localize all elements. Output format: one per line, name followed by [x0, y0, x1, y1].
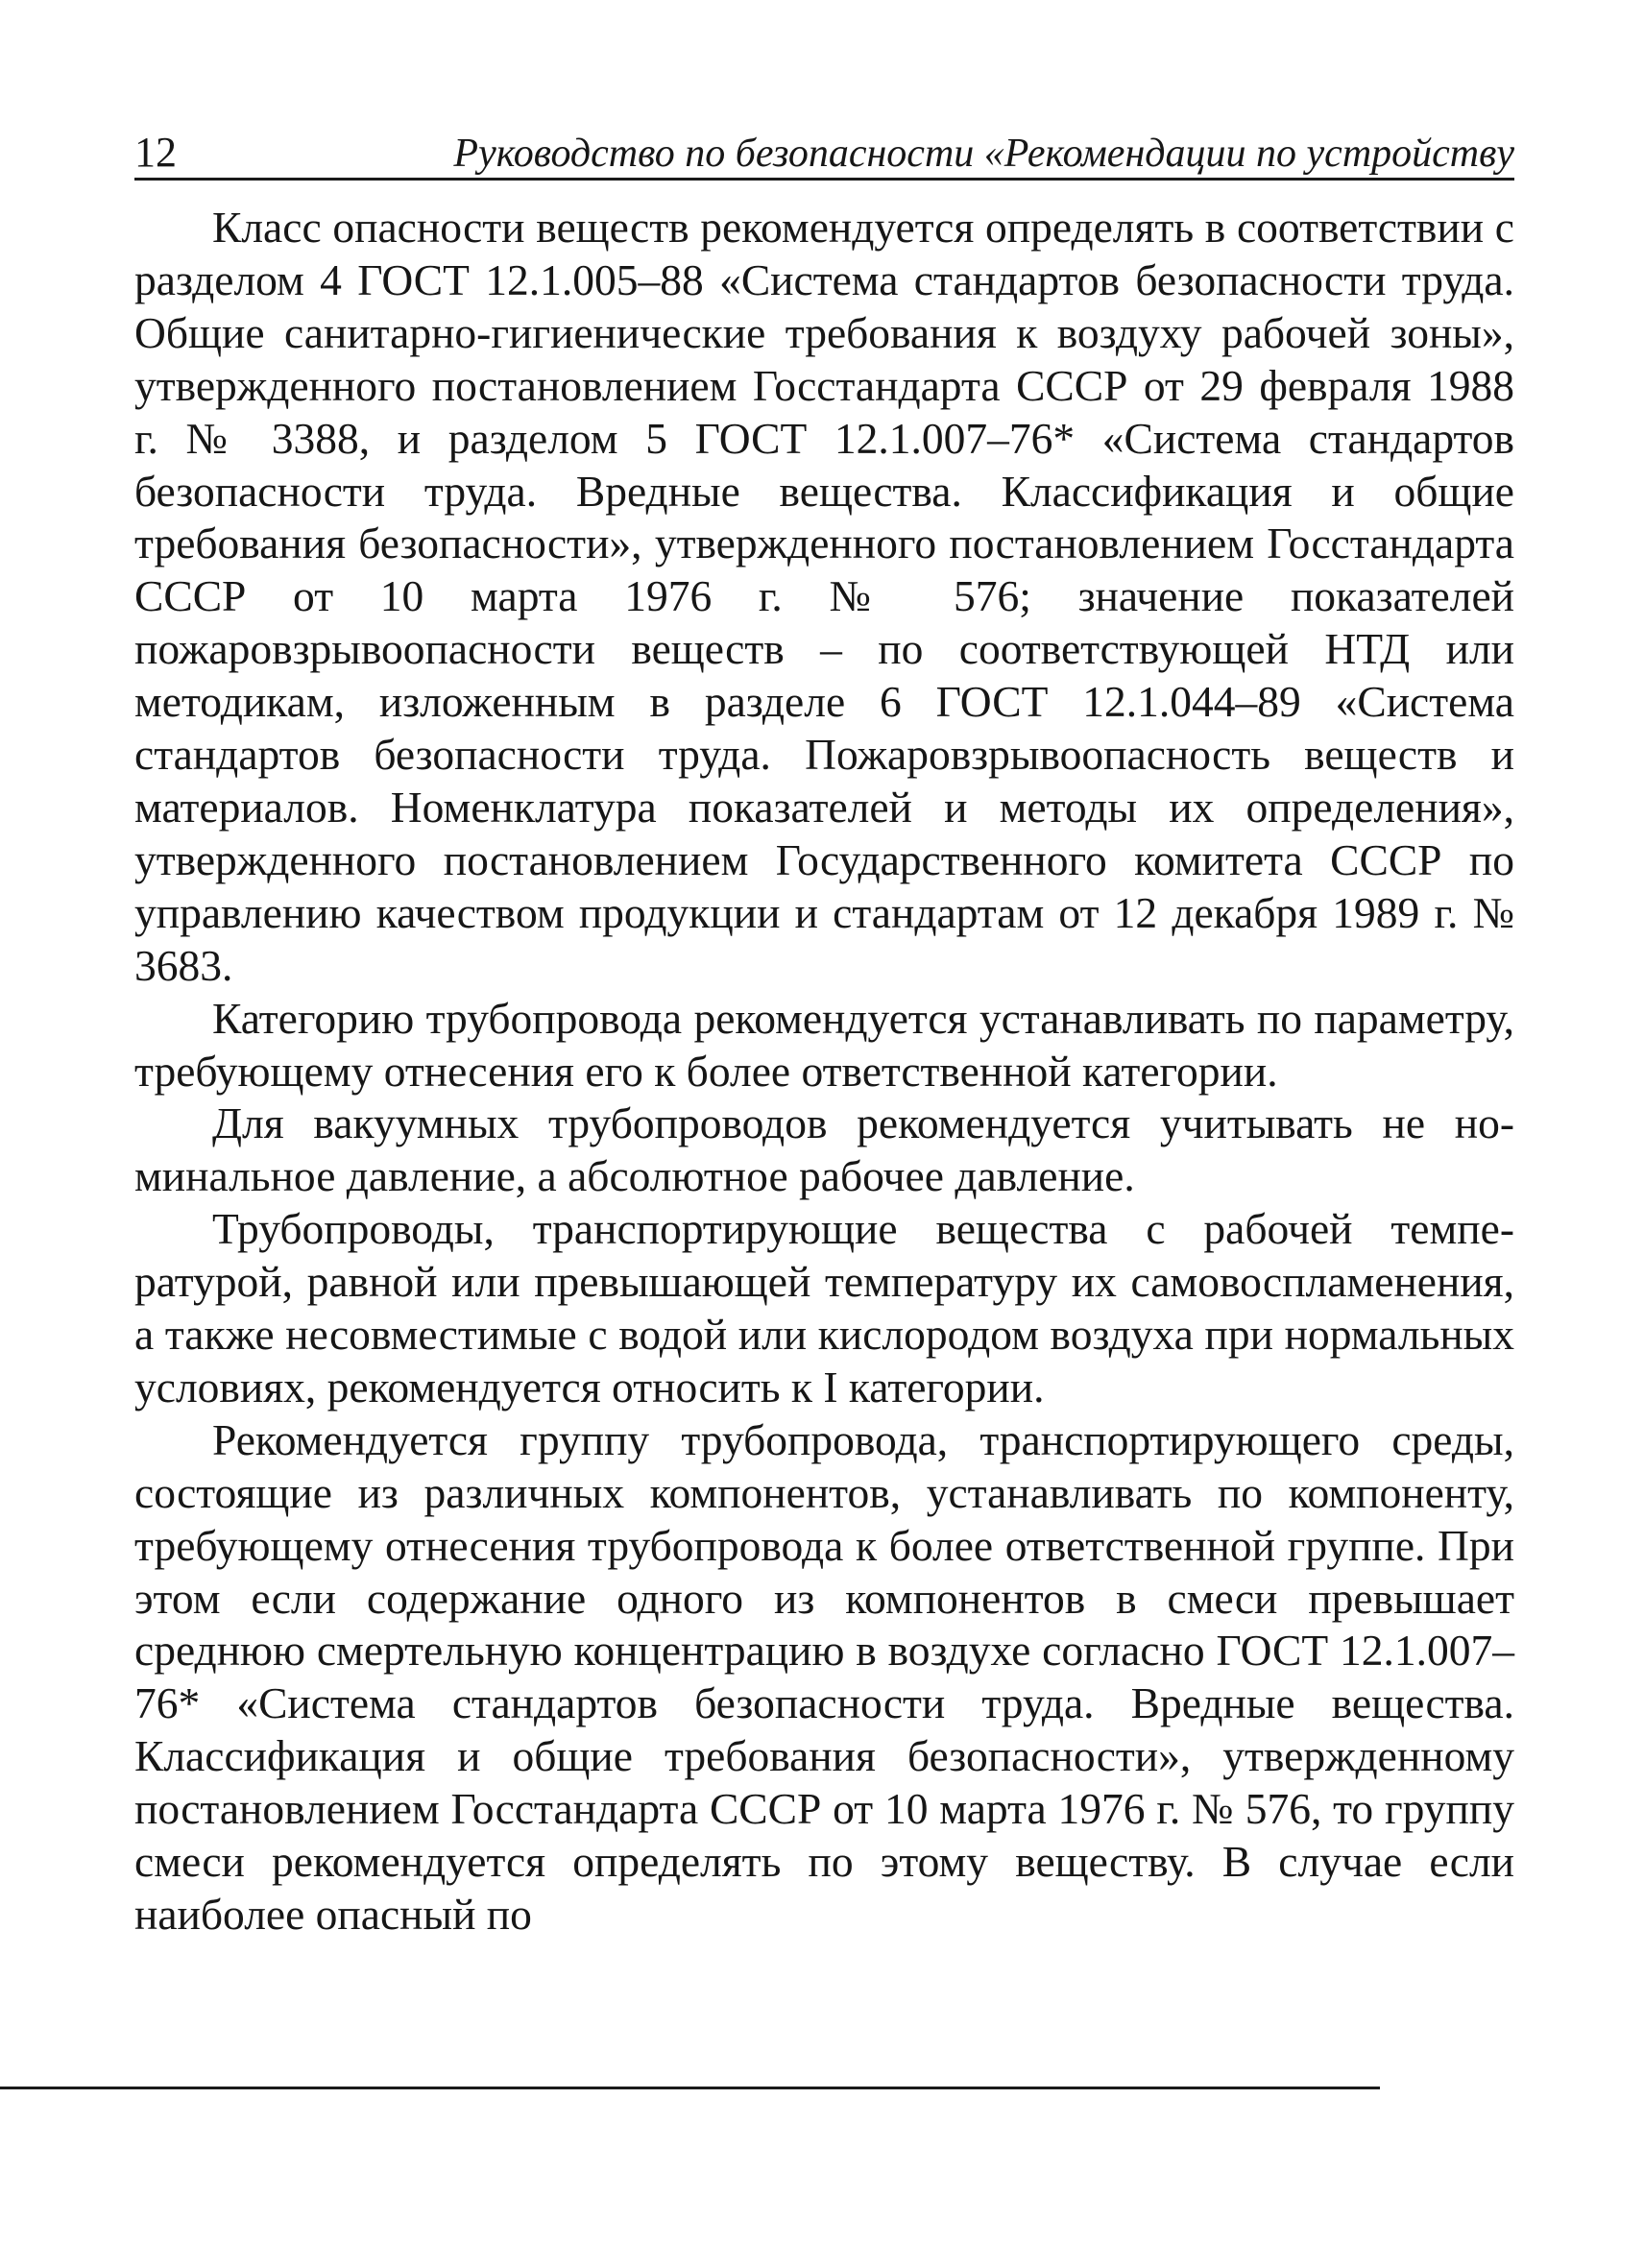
paragraph-mixture-group: Рекомендуется группу трубопровода, транспортирующего среды, состоящие из различных компонентов, устанавливать по компоненту, требующему отнесения трубопровода к более ответственной группе. При этом если содержание одного из компонентов в смеси превышает среднюю смертельную концентрацию в воздухе согласно ГОСТ 12.1.007–76* «Система стандартов безопасности труда. Вредные вещества. Классификация и общие требования безопасности», утвержденному постановлением Госстандарта СССР от 10 марта 1976 г. № 576, то группу смеси рекомендуется определять по этому веществу. В случае если наиболее опасный по	[134, 1414, 1514, 1939]
page-number: 12	[134, 129, 177, 176]
paragraph-vacuum-pipelines: Для вакуумных трубопроводов рекомендуется учитывать не номинальное давление, а абсолютное рабочее давление.	[134, 1098, 1514, 1201]
body-text	[134, 202, 1514, 1942]
running-header	[134, 130, 1514, 181]
paragraph-pipeline-category: Категорию трубопровода рекомендуется устанавливать по параметру, требующему отнесения его к более ответственной категории.	[134, 993, 1514, 1096]
paragraph-self-ignition: Трубопроводы, транспортирующие вещества с рабочей температурой, равной или превышающей температуру их самовоспламенения, а также несовместимые с водой или кислородом воздуха при нормальных условиях, рекомендуется относить к I категории.	[134, 1204, 1514, 1411]
paragraph-hazard-class: Класс опасности веществ рекомендуется определять в соответствии с разделом 4 ГОСТ 12.1.005–88 «Система стандартов безопасности труда. Общие санитарно-гигиенические требования к воздуху рабочей зоны», утвержденного постановлением Госстандарта СССР от 29 февраля 1988 г. № 3388, и разделом 5 ГОСТ 12.1.007–76* «Система стандартов безопасности труда. Вредные вещества. Классификация и общие требования безопасности», утвержденного постановлением Госстандарта СССР от 10 марта 1976 г. № 576; значение показателей пожаровзрывоопасности веществ – по соответствующей НТД или методикам, изложенным в разделе 6 ГОСТ 12.1.044–89 «Система стандартов безопасности труда. Пожаровзрывоопасность веществ и материалов. Номенклатура показателей и методы их определения», утвержденного постановлением Государственного комитета СССР по управлению качеством продукции и стандартам от 12 декабря 1989 г. № 3683.	[134, 203, 1514, 990]
book-page	[134, 130, 1514, 1942]
footer-divider	[0, 2087, 1380, 2089]
running-title: Руководство по безопасности «Рекомендации по устройству	[453, 132, 1514, 176]
